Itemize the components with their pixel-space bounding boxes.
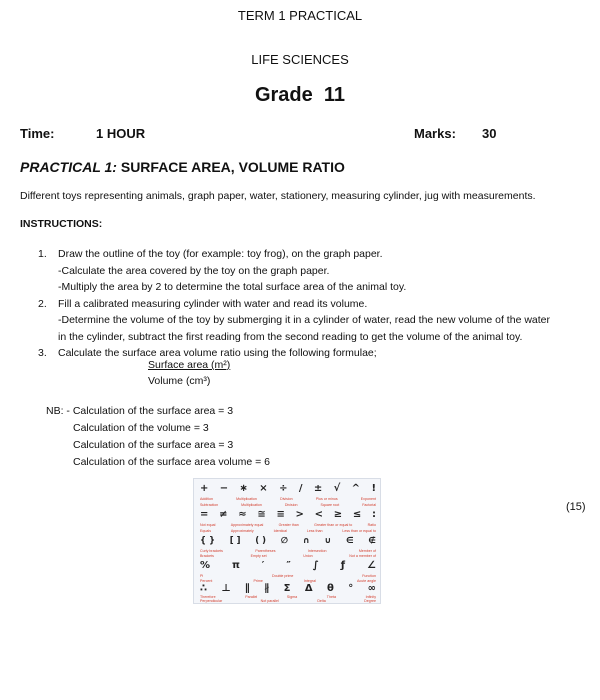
symbol: = xyxy=(200,509,209,520)
practical-title xyxy=(20,159,345,175)
instruction-line: -Multiply the area by 2 to determine the total surface area of the animal toy. xyxy=(58,281,407,293)
instruction-line: Calculate the surface area volume ratio using the following formulae; xyxy=(58,347,377,359)
symbol-row xyxy=(200,535,376,546)
caption: Degree xyxy=(364,598,376,603)
symbol-captions xyxy=(200,596,376,605)
symbol: % xyxy=(200,560,211,571)
instruction-line: -Determine the volume of the toy by submerging it in a cylinder of water, read the new volume of the water xyxy=(58,314,550,326)
instruction-number: 1. xyxy=(38,248,47,260)
math-symbols-image xyxy=(193,478,381,604)
instruction-number: 2. xyxy=(38,297,47,310)
symbol: ∦ xyxy=(264,583,270,594)
caption: Percent xyxy=(200,578,213,583)
instruction-line: -Calculate the area covered by the toy on the graph paper. xyxy=(58,264,330,277)
caption: Union xyxy=(303,553,313,558)
symbol: / xyxy=(298,483,303,494)
caption: Sigma xyxy=(286,594,298,599)
caption: Approximately xyxy=(230,528,254,533)
symbol: { } xyxy=(200,535,216,546)
caption: Factorial xyxy=(362,502,376,507)
symbol: ∫ xyxy=(312,560,319,571)
caption: Theta xyxy=(326,594,336,599)
symbol: ≤ xyxy=(352,509,362,520)
nb-line: NB: - Calculation of the surface area = 3 xyxy=(46,405,234,417)
caption: Double prime xyxy=(272,573,294,578)
caption: Less than xyxy=(306,528,323,533)
formula-numerator: Surface area (m²) xyxy=(148,359,231,371)
symbol: ^ xyxy=(351,483,361,494)
marks-value: 30 xyxy=(482,126,497,141)
time-label: Time: xyxy=(20,126,55,141)
symbol: π xyxy=(231,560,240,571)
subject-heading: LIFE SCIENCES xyxy=(251,52,349,67)
symbol: Σ xyxy=(283,583,291,594)
symbol: [ ] xyxy=(229,535,241,546)
formula-denominator: Volume (cm³) xyxy=(148,375,211,387)
symbol: ∉ xyxy=(368,535,376,546)
caption: Not equal xyxy=(200,522,216,527)
caption: Not parallel xyxy=(260,598,279,603)
symbol: θ xyxy=(326,583,334,594)
caption: Parallel xyxy=(245,594,258,599)
symbol: ″ xyxy=(286,560,291,571)
caption: Addition xyxy=(200,496,213,501)
grade-heading: Grade 11 xyxy=(254,84,346,106)
symbol: × xyxy=(259,483,268,494)
symbol: − xyxy=(219,483,229,494)
mark-allocation xyxy=(46,403,270,471)
symbol: ∅ xyxy=(280,535,288,546)
caption: Division xyxy=(280,496,293,501)
symbol: ≠ xyxy=(219,509,228,520)
nb-line: Calculation of the surface area = 3 xyxy=(73,439,234,451)
caption: Division xyxy=(284,502,298,507)
caption: Therefore xyxy=(200,594,216,599)
ratio-formula xyxy=(148,357,230,389)
symbol: ƒ xyxy=(340,560,346,571)
caption: Perpendicular xyxy=(200,598,223,603)
caption: Subtraction xyxy=(200,502,219,507)
caption: Greater than or equal to xyxy=(314,522,353,527)
symbol: ∈ xyxy=(345,535,354,546)
symbol-captions xyxy=(200,526,376,535)
caption: Intersection xyxy=(307,548,327,553)
symbol: ≅ xyxy=(257,509,266,520)
symbol: ≥ xyxy=(333,509,343,520)
symbol: < xyxy=(314,509,324,520)
caption: Parentheses xyxy=(255,548,276,553)
caption: Multiplication xyxy=(241,502,262,507)
symbol: √ xyxy=(333,483,341,494)
instruction-number: 3. xyxy=(38,347,47,359)
instruction-item-1 xyxy=(38,246,586,296)
nb-line: Calculation of the surface area volume = 6 xyxy=(73,456,270,468)
caption: Infinity xyxy=(365,594,376,599)
instructions-list xyxy=(38,246,586,362)
symbol: : xyxy=(371,509,376,520)
caption: Exponent xyxy=(360,496,376,501)
caption: Square root xyxy=(320,502,340,507)
time-value: 1 HOUR xyxy=(96,126,146,141)
caption: Multiplication xyxy=(236,496,257,501)
symbol: Δ xyxy=(304,583,313,594)
symbol: ∞ xyxy=(367,583,376,594)
term-heading: TERM 1 PRACTICAL xyxy=(237,8,363,23)
caption: Empty set xyxy=(250,553,267,558)
instruction-item-2 xyxy=(38,296,586,346)
symbol: ≈ xyxy=(238,509,247,520)
caption: Brackets xyxy=(200,553,214,558)
instructions-heading: INSTRUCTIONS: xyxy=(20,218,103,230)
symbol: ∠ xyxy=(366,560,376,571)
symbol: ∪ xyxy=(324,535,332,546)
symbol: ! xyxy=(371,483,376,494)
symbol: ÷ xyxy=(279,483,288,494)
caption: Equals xyxy=(200,528,211,533)
caption: Integral xyxy=(303,578,316,583)
caption: Less than or equal to xyxy=(342,528,376,533)
instruction-line: Draw the outline of the toy (for example: toy frog), on the graph paper. xyxy=(58,248,383,260)
caption: Delta xyxy=(317,598,326,603)
total-marks: (15) xyxy=(566,501,586,513)
marks-label: Marks: xyxy=(414,126,456,141)
caption: Prime xyxy=(253,578,263,583)
symbol-captions xyxy=(200,500,376,509)
symbol: ( ) xyxy=(255,535,266,546)
symbol: ° xyxy=(348,583,354,594)
practical-name: SURFACE AREA, VOLUME RATIO xyxy=(116,159,345,175)
caption: Member of xyxy=(358,548,376,553)
symbol-row xyxy=(200,483,376,494)
caption: Greater than xyxy=(278,522,299,527)
symbol: ∩ xyxy=(302,535,310,546)
caption: Pi xyxy=(200,573,204,578)
symbol: + xyxy=(200,483,209,494)
symbol: ⊥ xyxy=(221,583,231,594)
caption: Curly brackets xyxy=(200,548,223,553)
instruction-line: in the cylinder, subtract the first reading from the second reading to get the volume of the animal toy. xyxy=(58,330,523,343)
materials-text: Different toys representing animals, graph paper, water, stationery, measuring cylinder, jug with measurements. xyxy=(20,190,536,202)
symbol: ′ xyxy=(261,560,265,571)
symbol: > xyxy=(295,509,304,520)
symbol: ± xyxy=(313,483,323,494)
symbol: ∗ xyxy=(239,483,248,494)
symbol: ≡ xyxy=(276,509,285,520)
caption: Acute angle xyxy=(357,578,376,583)
symbol-row xyxy=(200,560,376,571)
symbol: ∥ xyxy=(244,583,250,594)
caption: Not a member of xyxy=(349,553,376,558)
caption: Plus or minus xyxy=(315,496,338,501)
caption: Identical xyxy=(273,528,287,533)
instruction-line: Fill a calibrated measuring cylinder with water and read its volume. xyxy=(58,297,368,310)
caption: Function xyxy=(362,573,376,578)
caption: Approximately equal xyxy=(230,522,264,527)
caption: Ratio xyxy=(367,522,376,527)
nb-line: Calculation of the volume = 3 xyxy=(73,422,209,434)
instruction-item-3 xyxy=(38,345,586,362)
practical-prefix: PRACTICAL 1: xyxy=(20,159,117,175)
symbol: ∴ xyxy=(200,583,207,594)
symbol-row xyxy=(200,509,376,520)
